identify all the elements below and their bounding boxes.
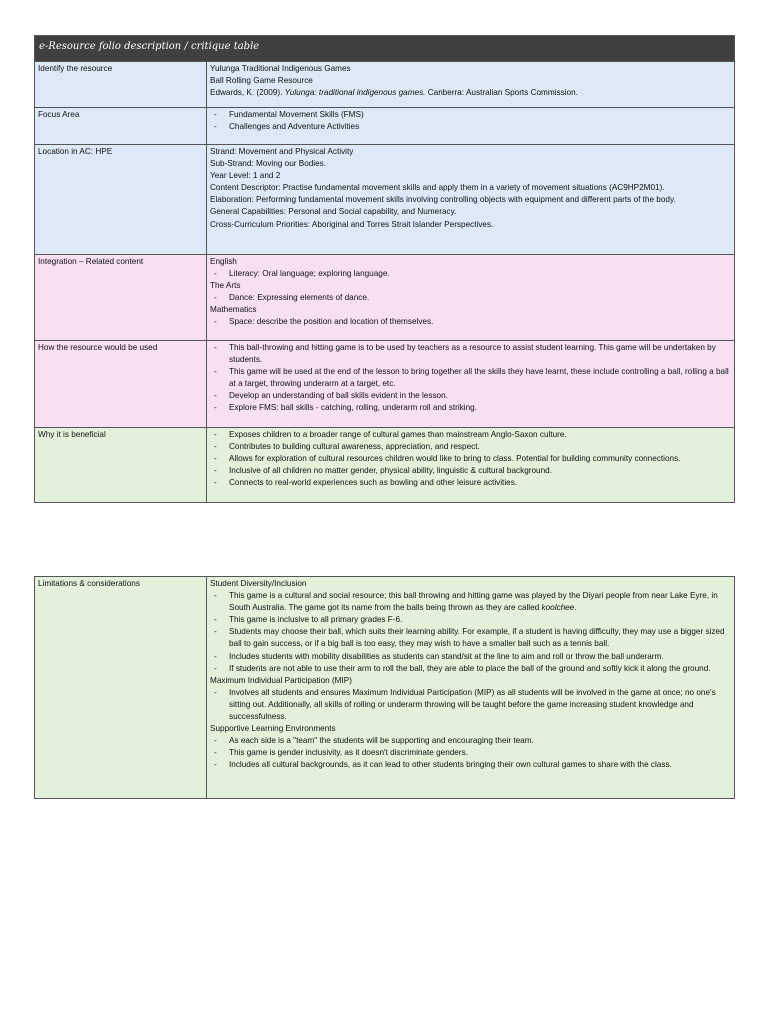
row-label: Identify the resource xyxy=(35,62,207,108)
text-line: Sub-Strand: Moving our Bodies. xyxy=(210,159,327,169)
subject-heading: Mathematics xyxy=(210,305,257,315)
row-why xyxy=(35,428,735,503)
section-heading: Student Diversity/Inclusion xyxy=(210,579,307,588)
list-item: - Space: describe the position and location of themselves. xyxy=(210,316,731,328)
row-limitations xyxy=(35,577,735,799)
citation: Edwards, K. (2009). Yulunga: traditional indigenous games. Canberra: Australian Sports Commission. xyxy=(210,88,578,98)
diversity-list xyxy=(210,590,731,675)
text-line: Strand: Movement and Physical Activity xyxy=(210,147,354,156)
row-label: Integration – Related content xyxy=(35,255,207,341)
resource-type: Ball Rolling Game Resource xyxy=(210,76,313,86)
row-identify xyxy=(35,62,735,108)
list-item: - Involves all students and ensures Maximum Individual Participation (MIP) as all students will be involved in the game at once; no one's sitting out. Additionally, all skills of rolling or underarm throwing will be taught before the game increasing student knowledge and successfulness. xyxy=(210,687,731,723)
row-label: Limitations & considerations xyxy=(35,577,207,799)
list-item: - Explore FMS: ball skills - catching, rolling, underarm roll and striking. xyxy=(210,402,731,414)
limitations-table xyxy=(34,576,735,799)
row-content xyxy=(207,428,735,503)
list-item: - Dance: Expressing elements of dance. xyxy=(210,292,731,304)
list-item: - Contributes to building cultural awareness, appreciation, and respect. xyxy=(210,441,731,453)
list-item: - Connects to real-world experiences such as bowling and other leisure activities. xyxy=(210,477,731,489)
list-item: - Exposes children to a broader range of cultural games than mainstream Anglo-Saxon culture. xyxy=(210,429,731,441)
table-title: e-Resource folio description / critique table xyxy=(35,36,735,62)
folio-table xyxy=(34,35,735,503)
row-label: Focus Area xyxy=(35,108,207,145)
row-content xyxy=(207,62,735,108)
table-header-row xyxy=(35,36,735,62)
subject-heading: English xyxy=(210,257,237,266)
list-item: - Students may choose their ball, which suits their learning ability. For example, if a student is having difficulty, they may use a bigger sized ball to gain success, or if a big ball is too easy, they may wish to have a smaller ball such as a tennis ball. xyxy=(210,626,731,650)
row-integration xyxy=(35,255,735,341)
why-list xyxy=(210,429,731,489)
text-line: Content Descriptor: Practise fundamental movement skills and apply them in a variety of movement situations (AC9HP2M01). xyxy=(210,183,665,193)
section-heading: Maximum Individual Participation (MIP) xyxy=(210,675,352,685)
list-item: - Includes all cultural backgrounds, as it can lead to other students bringing their own cultural games to share with the class. xyxy=(210,759,731,771)
focus-list xyxy=(210,109,731,133)
row-label: Why it is beneficial xyxy=(35,428,207,503)
list-item: - This ball-throwing and hitting game is to be used by teachers as a resource to assist student learning. This game will be undertaken by students. xyxy=(210,342,731,366)
support-list xyxy=(210,735,731,771)
subject-heading: The Arts xyxy=(210,281,241,291)
list-item: - Allows for exploration of cultural resources children would like to bring to class. Potential for building community connections. xyxy=(210,453,731,465)
row-content xyxy=(207,341,735,428)
how-list xyxy=(210,342,731,415)
text-line: Year Level: 1 and 2 xyxy=(210,171,281,181)
row-content xyxy=(207,255,735,341)
resource-name: Yulunga Traditional Indigenous Games xyxy=(210,64,351,73)
mip-list xyxy=(210,687,731,723)
list-item: - As each side is a "team" the students will be supporting and encouraging their team. xyxy=(210,735,731,747)
row-location xyxy=(35,145,735,255)
list-item: - Includes students with mobility disabilities as students can stand/sit at the line to aim and roll or throw the ball underarm. xyxy=(210,651,731,663)
row-label: Location in AC: HPE xyxy=(35,145,207,255)
list-item: - This game is inclusive to all primary grades F-6. xyxy=(210,614,731,626)
text-line: General Capabilities: Personal and Social capability, and Numeracy. xyxy=(210,207,457,217)
list-item: - This game will be used at the end of the lesson to bring together all the skills they have learnt, these include controlling a ball, rolling a ball at a target, throwing underarm at a target, etc. xyxy=(210,366,731,390)
list-item: - Develop an understanding of ball skills evident in the lesson. xyxy=(210,390,731,402)
row-focus xyxy=(35,108,735,145)
row-label: How the resource would be used xyxy=(35,341,207,428)
section-heading: Supportive Learning Environments xyxy=(210,724,336,734)
list-item: - Fundamental Movement Skills (FMS) xyxy=(210,109,731,121)
text-line: Elaboration: Performing fundamental movement skills involving controlling objects with equipment and different parts of the body. xyxy=(210,195,676,205)
row-content xyxy=(207,108,735,145)
text-line: Cross-Curriculum Priorities: Aboriginal and Torres Strait Islander Perspectives. xyxy=(210,219,494,229)
list-item: - If students are not able to use their arm to roll the ball, they are able to place the ball of the ground and softly kick it along the ground. xyxy=(210,663,731,675)
row-how xyxy=(35,341,735,428)
list-item: - Inclusive of all children no matter gender, physical ability, linguistic & cultural background. xyxy=(210,465,731,477)
row-content xyxy=(207,145,735,255)
row-content xyxy=(207,577,735,799)
list-item: - Challenges and Adventure Activities xyxy=(210,121,731,133)
list-item: - Literacy: Oral language; exploring language. xyxy=(210,268,731,280)
list-item: - This game is a cultural and social resource; this ball throwing and hitting game was played by the Diyari people from near Lake Eyre, in South Australia. The game got its name from the balls being thrown as they are called koolchee. xyxy=(210,590,731,614)
list-item: - This game is gender inclusivity, as it doesn't discriminate genders. xyxy=(210,747,731,759)
